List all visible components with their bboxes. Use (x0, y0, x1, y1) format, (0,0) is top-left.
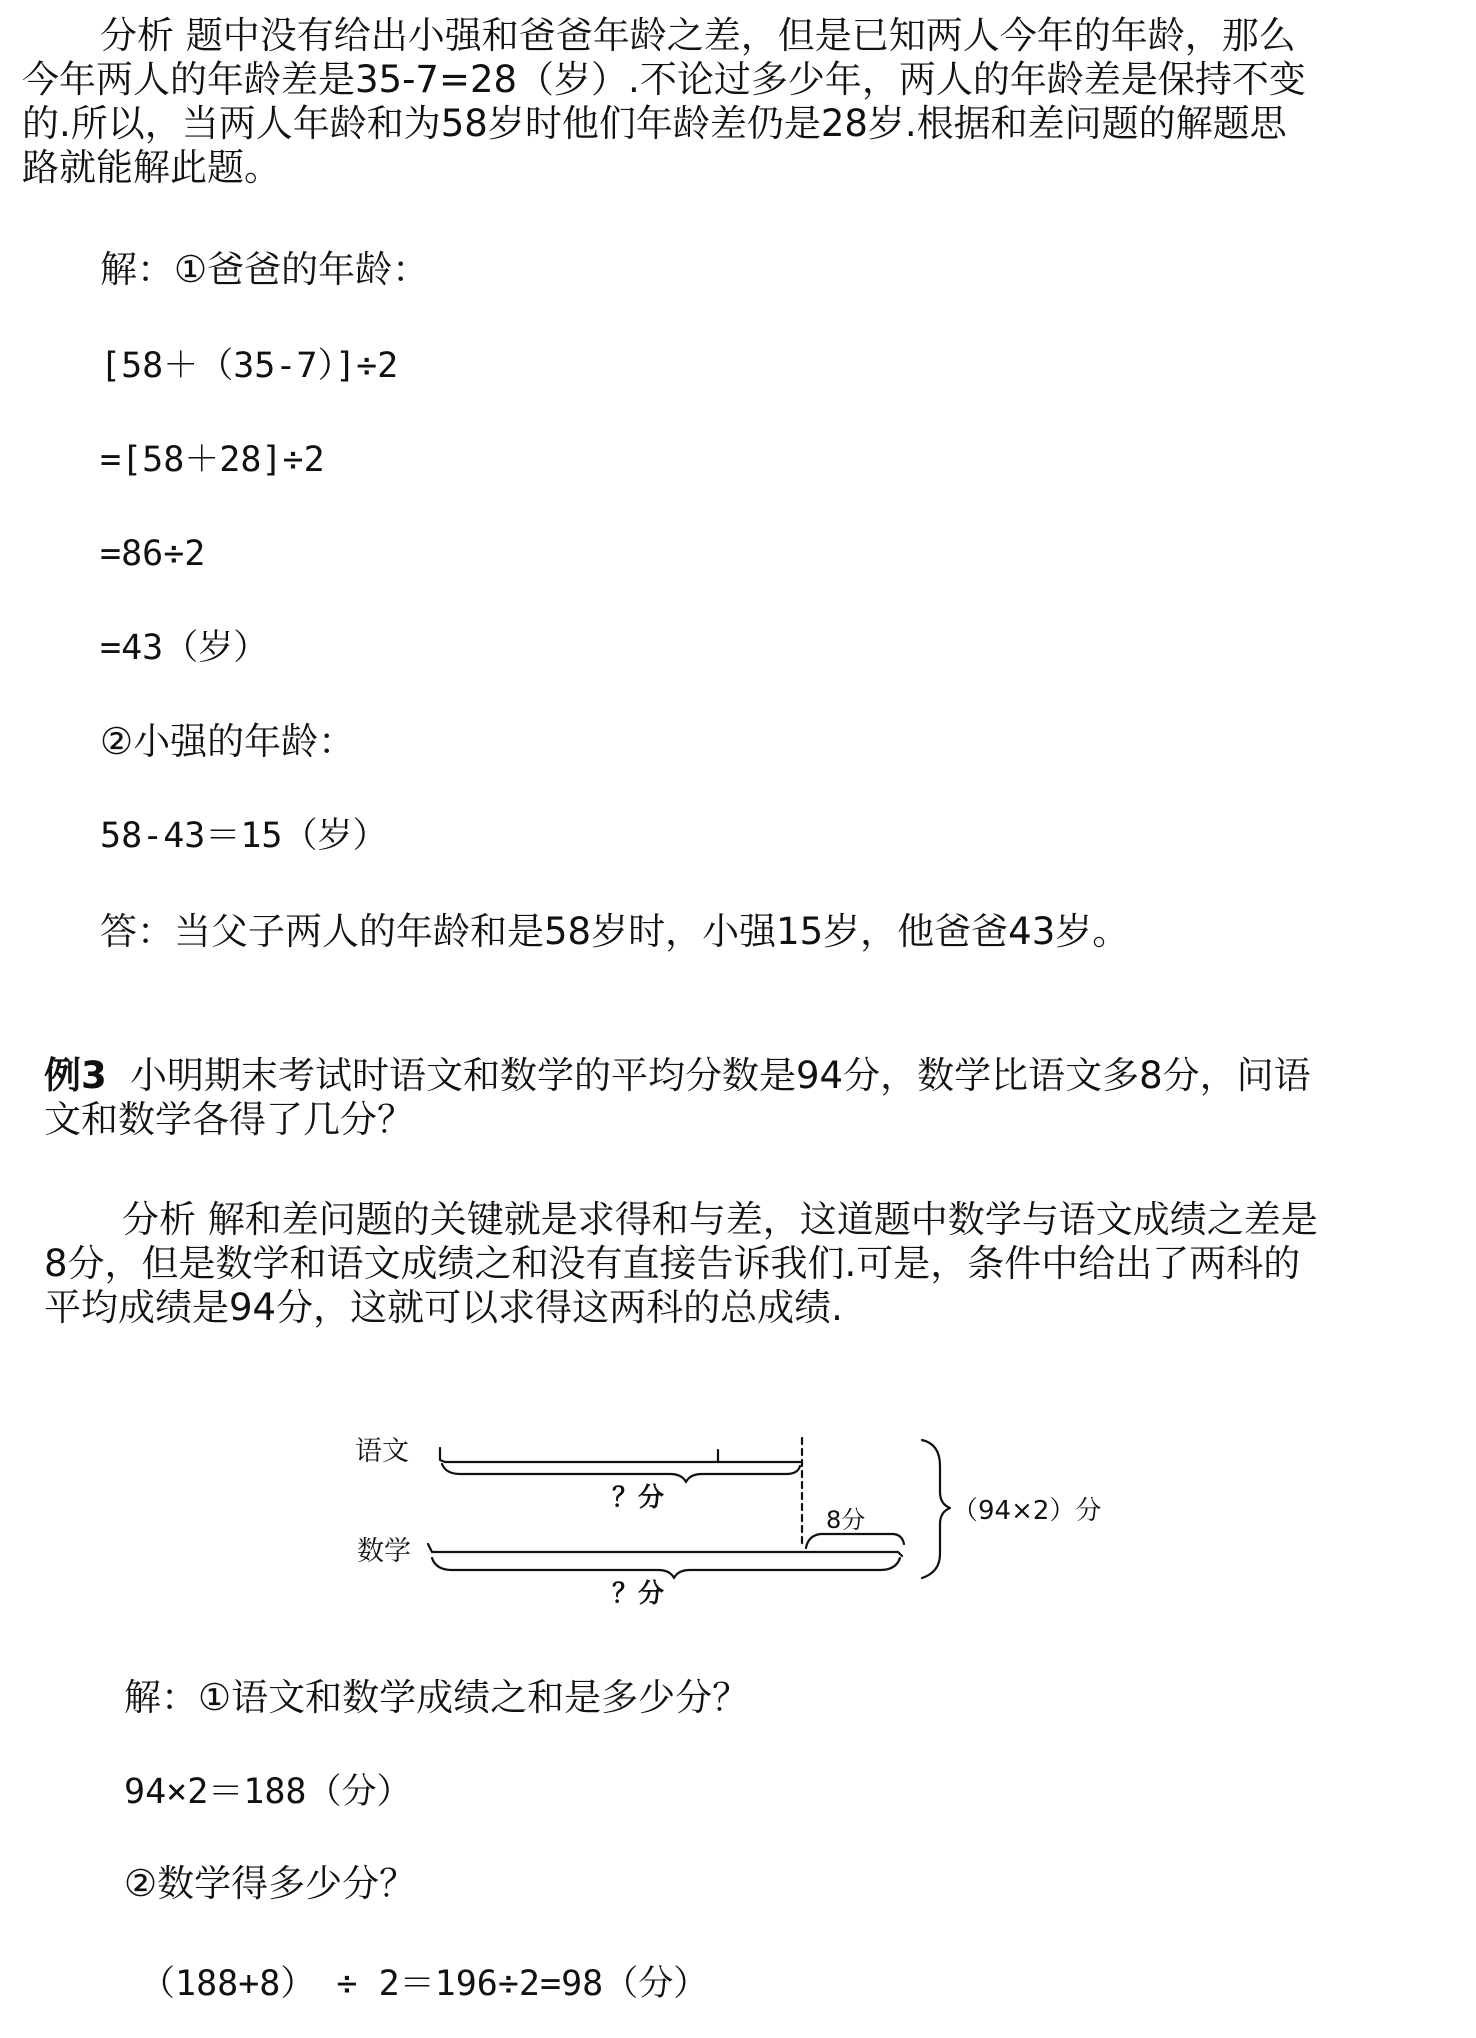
step2-label: ②小强的年龄： (100, 720, 356, 763)
example-analysis-line-2: 8分，但是数学和语文成绩之和没有直接告诉我们.可是，条件中给出了两科的 (44, 1242, 1301, 1285)
label-chinese: 语文 (355, 1436, 409, 1467)
calc-step-4: =43（岁） (100, 628, 269, 668)
unknown-bottom: ？分 (612, 1579, 665, 1609)
analysis-line-3: 的.所以，当两人年龄和为58岁时他们年龄差仍是28岁.根据和差问题的解题思 (22, 102, 1287, 145)
example-step2-label: ②数学得多少分？ (124, 1862, 417, 1905)
calc-step-3: =86÷2 (100, 534, 206, 574)
unknown-top: ？分 (612, 1483, 665, 1513)
analysis-line-1: 分析 题中没有给出小强和爸爸年龄之差，但是已知两人今年的年龄，那么 (100, 14, 1296, 57)
calc-step-2: =[58＋28]÷2 (100, 440, 325, 480)
answer: 答：当父子两人的年龄和是58岁时，小强15岁，他爸爸43岁。 (100, 910, 1130, 953)
chinese-line (440, 1448, 800, 1462)
calc-step-1: [58＋（35-7）]÷2 (100, 346, 399, 386)
total-label: （94×2）分 (952, 1496, 1102, 1526)
question-line-1: 小明期末考试时语文和数学的平均分数是94分，数学比语文多8分，问语 (130, 1054, 1311, 1097)
example-analysis-line-3: 平均成绩是94分，这就可以求得这两科的总成绩. (44, 1286, 843, 1329)
total-brace (922, 1440, 950, 1578)
example-calc-1: 94×2＝188（分） (124, 1772, 412, 1812)
example-analysis-line-1: 分析 解和差问题的关键就是求得和与差，这道题中数学与语文成绩之差是 (122, 1198, 1318, 1241)
example-title: 例3 (44, 1054, 107, 1097)
example-calc-2: （188+8） ÷ 2＝196÷2=98（分） (140, 1964, 709, 2004)
math-line (428, 1544, 902, 1556)
step2-calc: 58-43＝15（岁） (100, 816, 388, 856)
analysis-line-4: 路就能解此题。 (22, 146, 281, 189)
question-line-2: 文和数学各得了几分？ (44, 1098, 414, 1141)
difference-label: 8分 (826, 1506, 866, 1534)
label-math: 数学 (357, 1536, 411, 1567)
analysis-line-2: 今年两人的年龄差是35-7=28（岁）.不论过多少年，两人的年龄差是保持不变 (22, 58, 1306, 101)
chinese-brace (442, 1464, 800, 1482)
difference-brace (806, 1534, 904, 1548)
solution-label: 解：①爸爸的年龄： (100, 248, 430, 291)
math-brace (432, 1558, 900, 1578)
segment-diagram (0, 1420, 1476, 1650)
example-solution-label: 解：①语文和数学成绩之和是多少分？ (124, 1676, 750, 1719)
